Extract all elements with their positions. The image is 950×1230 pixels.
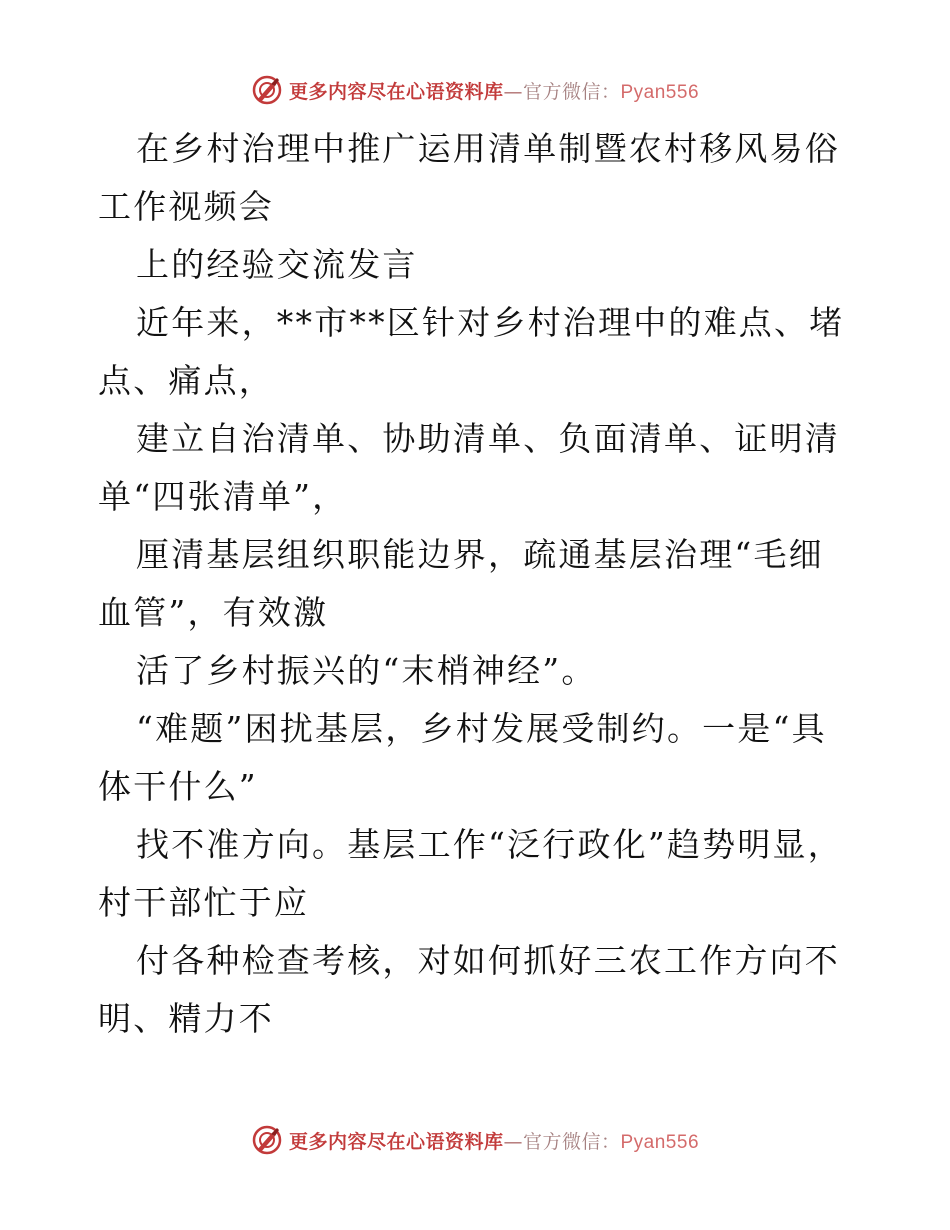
watermark-official-label: 官方微信： <box>522 80 621 103</box>
document-title-line-2: 上的经验交流发言 <box>136 245 418 284</box>
paragraph: 找不准方向。基层工作“泛行政化”趋势明显，村干部忙于应 <box>98 825 843 922</box>
paragraph: 活了乡村振兴的“末梢神经”。 <box>136 651 597 690</box>
watermark-wechat-id: Pyan556 <box>620 1131 700 1153</box>
footer-watermark <box>0 1122 950 1158</box>
paragraph: 厘清基层组织职能边界，疏通基层治理“毛细血管”，有效激 <box>98 535 824 632</box>
paragraph: 建立自治清单、协助清单、负面清单、证明清单“四张清单”， <box>98 419 840 516</box>
header-watermark <box>0 72 950 108</box>
watermark-brand: 更多内容尽在心语资料库 <box>288 1130 504 1153</box>
watermark-text <box>289 77 699 104</box>
paragraph: “难题”困扰基层，乡村发展受制约。一是“具体干什么” <box>98 709 827 806</box>
watermark-separator: — <box>503 80 523 103</box>
watermark-brand: 更多内容尽在心语资料库 <box>288 80 504 103</box>
document-body <box>98 120 858 1048</box>
watermark-wechat-id: Pyan556 <box>620 81 700 103</box>
brand-logo-icon <box>251 74 283 106</box>
brand-logo-icon <box>251 1124 283 1156</box>
watermark-official-label: 官方微信： <box>522 1130 621 1153</box>
watermark-separator: — <box>503 1130 523 1153</box>
watermark-text <box>289 1127 699 1154</box>
paragraph: 付各种检查考核，对如何抓好三农工作方向不明、精力不 <box>98 941 840 1038</box>
paragraph: 近年来，**市**区针对乡村治理中的难点、堵点、痛点， <box>98 303 845 400</box>
document-title-line-1: 在乡村治理中推广运用清单制暨农村移风易俗工作视频会 <box>98 129 840 226</box>
